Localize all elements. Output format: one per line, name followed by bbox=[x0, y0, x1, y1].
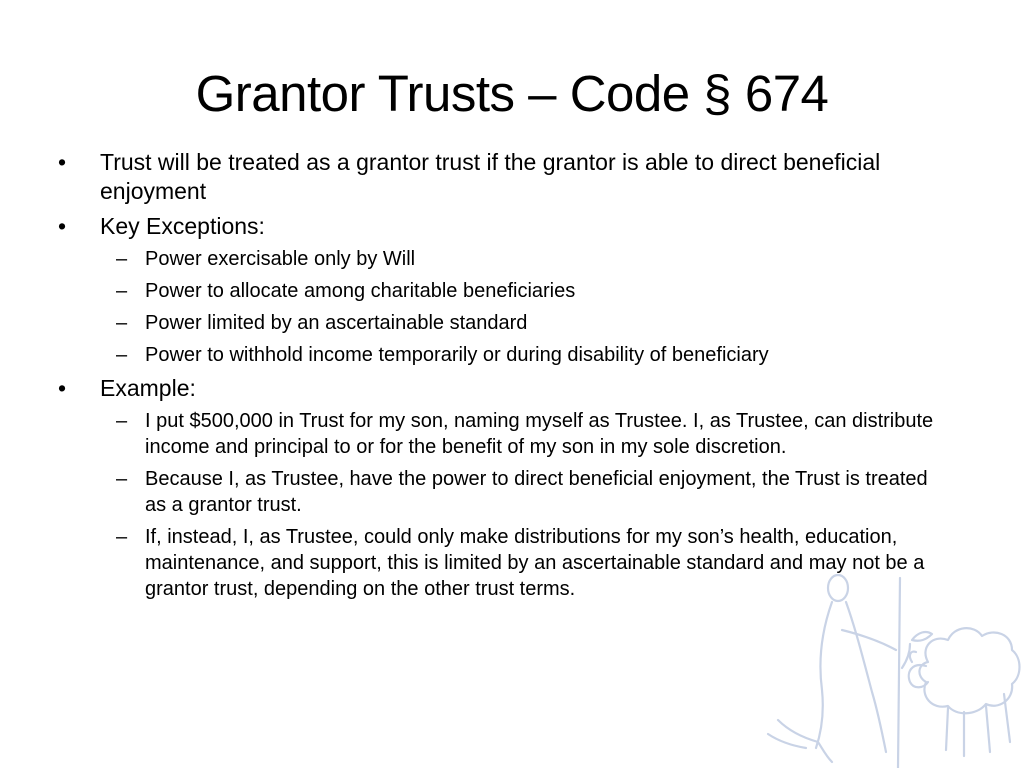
bullet-point-3 bbox=[58, 374, 978, 403]
sub-point-text: If, instead, I, as Trustee, could only make distributions for my son’s health, education, maintenance, and support, this is limited by an ascertainable standard and may not be a grantor trust, depending on the other trust terms. bbox=[145, 526, 925, 600]
bullet-point-text: Trust will be treated as a grantor trust if the grantor is able to direct beneficial enjoyment bbox=[100, 149, 881, 204]
sub-point-text: Power to allocate among charitable beneficiaries bbox=[145, 280, 576, 302]
sub-point bbox=[58, 342, 978, 368]
dash-marker: – bbox=[116, 248, 128, 270]
bullet-point-1 bbox=[58, 148, 978, 206]
sub-point-list-example bbox=[58, 408, 978, 602]
dash-marker: – bbox=[116, 526, 128, 548]
bullet-point-text: Key Exceptions: bbox=[100, 213, 265, 239]
sub-point bbox=[58, 524, 978, 602]
sub-point bbox=[58, 310, 978, 336]
slide-title: Grantor Trusts – Code § 674 bbox=[195, 65, 829, 122]
bullet-point-2 bbox=[58, 212, 978, 241]
sub-point bbox=[58, 278, 978, 304]
bullet-marker: • bbox=[58, 213, 67, 239]
dash-marker: – bbox=[116, 312, 128, 334]
bullet-marker: • bbox=[58, 375, 67, 401]
dash-marker: – bbox=[116, 410, 128, 432]
dash-marker: – bbox=[116, 344, 128, 366]
sub-point bbox=[58, 466, 978, 518]
sub-point-text: I put $500,000 in Trust for my son, naming myself as Trustee. I, as Trustee, can distribute income and principal to or for the benefit of my son in my sole discretion. bbox=[145, 410, 934, 458]
dash-marker: – bbox=[116, 280, 128, 302]
sub-point bbox=[58, 246, 978, 272]
sub-point-text: Power limited by an ascertainable standard bbox=[145, 312, 528, 334]
sub-point-text: Because I, as Trustee, have the power to direct beneficial enjoyment, the Trust is treated as a grantor trust. bbox=[145, 468, 928, 516]
slide-body bbox=[58, 148, 978, 602]
bullet-point-text: Example: bbox=[100, 375, 196, 401]
sub-point bbox=[58, 408, 978, 460]
sub-point-text: Power to withhold income temporarily or during disability of beneficiary bbox=[145, 344, 769, 366]
dash-marker: – bbox=[116, 468, 128, 490]
bullet-marker: • bbox=[58, 149, 67, 175]
sub-point-text: Power exercisable only by Will bbox=[145, 248, 416, 270]
sub-point-list-exceptions bbox=[58, 246, 978, 368]
